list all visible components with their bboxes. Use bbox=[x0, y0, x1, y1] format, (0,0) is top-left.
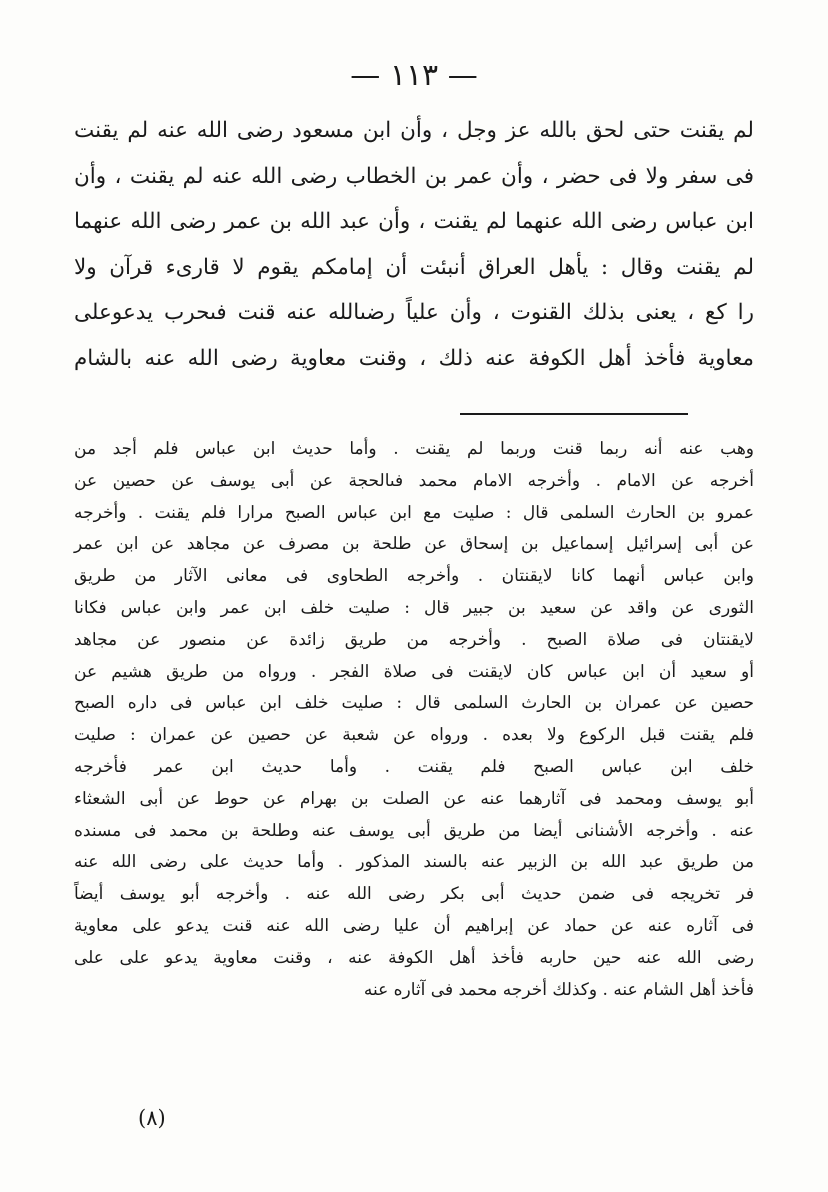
footnote-line: فر تخريجه فى ضمن حديث أبى بكر رضى الله عنه . وأخرجه أبو يوسف أيضاً bbox=[74, 884, 754, 905]
footnote-line: فأخذ أهل الشام عنه . وكذلك أخرجه محمد فى آثاره عنه bbox=[363, 979, 754, 1000]
footnote-block bbox=[74, 434, 754, 1006]
footnote-line: لايقنتان فى صلاة الصبح . وأخرجه من طريق زائدة عن منصور عن مجاهد bbox=[74, 629, 754, 650]
signature-mark: (٨) bbox=[138, 1106, 166, 1130]
main-text-line: فى سفر ولا فى حضر ، وأن عمر بن الخطاب رضى الله عنه لم يقنت ، وأن bbox=[74, 163, 754, 189]
footnote-line: أو سعيد أن ابن عباس كان لايقنت فى صلاة الفجر . ورواه من طريق هشيم عن bbox=[74, 661, 754, 682]
footnote-line: من طريق عبد الله بن الزبير عنه بالسند المذكور . وأما حديث على رضى الله عنه bbox=[74, 852, 754, 873]
footnote-line: عن أبى إسرائيل إسماعيل بن إسحاق عن طلحة بن مصرف عن مجاهد عن ابن عمر bbox=[74, 534, 754, 555]
main-text-line: معاوية فأخذ أهل الكوفة عنه ذلك ، وقنت معاوية رضى الله عنه بالشام bbox=[74, 345, 754, 371]
footnote-line: وابن عباس أنهما كانا لايقنتان . وأخرجه الطحاوى فى معانى الآثار من طريق bbox=[74, 566, 754, 587]
main-text-line: لم يقنت حتى لحق بالله عز وجل ، وأن ابن مسعود رضى الله عنه لم يقنت bbox=[74, 118, 754, 143]
footnote-line: وهب عنه أنه ربما قنت وربما لم يقنت . وأما حديث ابن عباس فلم أجد من bbox=[74, 439, 754, 459]
footnote-line: أبو يوسف ومحمد فى آثارهما عنه عن الصلت بن بهرام عن حوط عن أبى الشعثاء bbox=[74, 788, 754, 809]
footnote-line: فى آثاره عنه عن حماد عن إبراهيم أن عليا رضى الله عنه قنت يدعو على معاوية bbox=[74, 915, 754, 936]
footnote-line: أخرجه عن الامام . وأخرجه الامام محمد فىالحجة عن أبى يوسف عن حصين عن bbox=[74, 470, 754, 491]
page-number: — ١١٣ — bbox=[350, 58, 478, 93]
main-text-line: را كع ، يعنى بذلك القنوت ، وأن علياً رضىالله عنه قنت فىحرب يدعوعلى bbox=[74, 300, 754, 325]
main-text-line: لم يقنت وقال : يأهل العراق أنبئت أن إمامكم يقوم لا قارىء قرآن ولا bbox=[74, 254, 754, 280]
footnote-line: الثورى عن واقد عن سعيد بن جبير قال : صليت خلف ابن عمر وابن عباس فكانا bbox=[74, 597, 754, 618]
footnote-line: عمرو بن الحارث السلمى قال : صليت مع ابن عباس الصبح مرارا فلم يقنت . وأخرجه bbox=[74, 502, 754, 523]
footnote-line: عنه . وأخرجه الأشنانى أيضا من طريق أبى يوسف عنه وطلحة بن محمد فى مسنده bbox=[74, 820, 754, 841]
footnote-line: حصين عن عمران بن الحارث السلمى قال : صليت خلف ابن عباس فى داره الصبح bbox=[74, 693, 754, 714]
footnote-line: رضى الله عنه حين حاربه فأخذ أهل الكوفة عنه ، وقنت معاوية يدعو على على bbox=[74, 947, 754, 968]
footnote-line: خلف ابن عباس الصبح فلم يقنت . وأما حديث ابن عمر فأخرجه bbox=[74, 756, 754, 777]
main-text-block bbox=[74, 108, 754, 381]
footnote-separator-rule bbox=[460, 413, 688, 415]
footnote-line: فلم يقنت قبل الركوع ولا بعده . ورواه عن شعبة عن حصين عن عمران : صليت bbox=[74, 725, 754, 746]
main-text-line: ابن عباس رضى الله عنهما لم يقنت ، وأن عبد الله بن عمر رضى الله عنهما bbox=[74, 209, 754, 234]
